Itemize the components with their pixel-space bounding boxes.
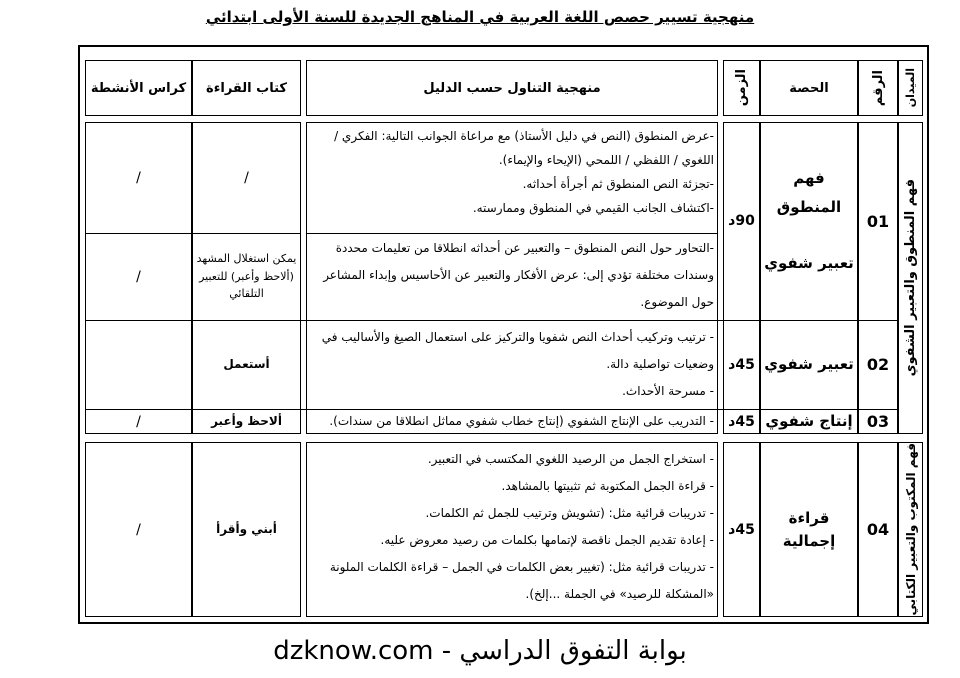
row-02-activity: [85, 320, 192, 409]
method-line: - مسرحة الأحداث.: [622, 384, 714, 398]
row-04-number: 04: [866, 520, 890, 539]
method-line: - إعادة تقديم الجمل ناقصة لإتمامها بكلمات من رصيد معروض عليه.: [380, 533, 714, 547]
method-line: - ترتيب وتركيب أحداث النص شفويا والتركيز على استعمال الصيغ والأساليب في: [321, 330, 714, 344]
row-04-activity: /: [136, 521, 141, 538]
row-03-number: 03: [866, 412, 890, 431]
row-03-reading: ألاحظ وأعبر: [211, 413, 282, 428]
row-01-reading-b: يمكن استغلال المشهد (ألاحظ وأعبر) للتعبير التلقائي: [196, 252, 297, 301]
row-03-lesson: إنتاج شفوي: [765, 412, 853, 431]
row-04-time: 45د: [728, 521, 755, 538]
row-01-method-a: [310, 124, 714, 220]
header-domain: الميدان: [904, 68, 917, 108]
row-02-time: 45د: [728, 356, 755, 373]
row-02-method: [310, 324, 714, 405]
domain-written: فهم المكتوب والتعبير الكتابي: [903, 443, 918, 616]
header-time: الزمن: [734, 69, 749, 107]
row-01-method-b: [310, 235, 714, 316]
method-line: -تجزئة النص المنطوق ثم أجرأة أحداثه.: [522, 177, 714, 191]
domain-oral: فهم المنطوق والتعبير الشفوي: [903, 179, 918, 377]
method-line: - تدريبات قرائية مثل: (تغيير بعض الكلمات في الجمل – قراءة الكلمات الملونة: [329, 560, 714, 574]
method-line: -عرض المنطوق (النص في دليل الأستاذ) مع مراعاة الجوانب التالية: الفكري /: [334, 129, 714, 143]
header-number: الرقم: [870, 69, 886, 107]
header-reading-book: كتاب القراءة: [206, 80, 287, 96]
header-activity-book: كراس الأنشطة: [90, 80, 187, 96]
row-04-lesson-a: قراءة: [788, 509, 830, 527]
row-02-lesson: تعبير شفوي: [764, 355, 854, 374]
row-01-time: 90د: [728, 213, 755, 229]
row-03-time: 45د: [728, 413, 755, 430]
header-method: منهجية التناول حسب الدليل: [423, 80, 601, 96]
method-line: وضعيات تواصلية دالة.: [606, 357, 714, 371]
method-line: - التدريب على الإنتاج الشفوي (إنتاج خطاب شفوي مماثل انطلاقا من سندات).: [329, 414, 714, 428]
method-line: اللغوي / اللفظي / اللمحي (الإيحاء والإيماء).: [498, 153, 714, 167]
row-02-number: 02: [866, 355, 890, 374]
row-01-lesson-a: فهم المنطوق: [776, 169, 842, 216]
method-line: حول الموضوع.: [640, 295, 714, 309]
row-03-method: [310, 409, 714, 433]
row-04-lesson: [760, 442, 858, 617]
header-lesson: الحصة: [789, 80, 829, 96]
method-line: وسندات مختلفة تؤدي إلى: عرض الأفكار والتعبير عن الأحاسيس وإبداء المشاعر: [323, 268, 714, 282]
method-line: «المشكلة للرصيد» في الجملة ...إلخ).: [525, 587, 714, 601]
row-01-activity-a: /: [136, 169, 141, 186]
row-04-lesson-b: إجمالية: [782, 531, 836, 550]
row-01-lesson: [760, 122, 858, 320]
row-01-number: 01: [866, 211, 890, 231]
page-title: منهجية تسيير حصص اللغة العربية في المناهج الجديدة للسنة الأولى ابتدائي: [205, 8, 755, 26]
method-line: - قراءة الجمل المكتوبة ثم تثبيتها بالمشاهد.: [501, 479, 714, 493]
method-line: - تدريبات قرائية مثل: (تشويش وترتيب للجمل ثم الكلمات.: [425, 506, 714, 520]
row-divider: [306, 233, 718, 234]
method-line: -التحاور حول النص المنطوق – والتعبير عن أحداثه انطلاقا من تعليمات محددة: [335, 241, 714, 255]
row-01-activity-b: /: [136, 268, 141, 285]
method-line: - استخراج الجمل من الرصيد اللغوي المكتسب في التعبير.: [427, 452, 714, 466]
row-04-reading: أبني وأقرأ: [216, 521, 277, 536]
row-01-reading-a: /: [244, 169, 249, 186]
method-line: -اكتشاف الجانب القيمي في المنطوق وممارسته.: [472, 201, 714, 215]
footer-credit: dzknow.com - بوابة التفوق الدراسي: [273, 636, 687, 666]
row-02-reading: أستعمل: [223, 356, 270, 371]
row-03-activity: /: [136, 413, 141, 430]
row-04-method: [310, 446, 714, 608]
row-01-lesson-b: تعبير شفوي: [764, 254, 854, 273]
